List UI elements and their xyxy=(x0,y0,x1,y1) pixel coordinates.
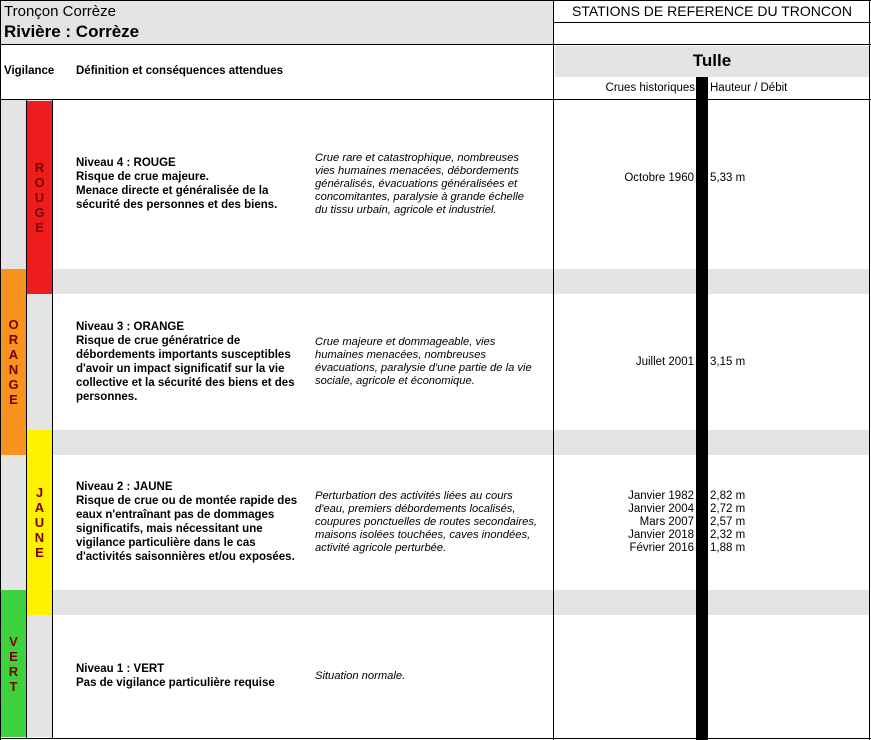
vigilance-bar-jaune xyxy=(27,430,52,615)
border-top xyxy=(0,0,871,1)
vigilance-letter: U xyxy=(34,515,45,530)
consequence-line: vies humaines menacées, débordements xyxy=(315,165,519,177)
troncon-title: Tronçon Corrèze xyxy=(4,3,116,20)
level-3-consequences xyxy=(315,336,553,388)
crue-date: Janvier 1982 xyxy=(628,490,694,502)
crue-date: Janvier 2018 xyxy=(628,529,694,541)
crue-value: 2,57 m xyxy=(710,516,746,528)
border-vigilance-mid xyxy=(26,99,27,739)
level-title: Niveau 2 : JAUNE xyxy=(76,481,173,493)
level-3-crues xyxy=(556,356,694,369)
vigilance-letter: T xyxy=(9,678,18,694)
crue-date: Octobre 1960 xyxy=(624,172,694,184)
consequence-line: humaines menacées, nombreuses xyxy=(315,349,487,361)
border-stations xyxy=(553,0,554,740)
definition-line: Risque de crue génératrice de xyxy=(76,335,241,347)
hauteur-column-header: Hauteur / Débit xyxy=(710,82,788,94)
level-title: Niveau 3 : ORANGE xyxy=(76,321,184,333)
consequence-line: sociale, agricole et économique. xyxy=(315,375,475,387)
crue-date: Mars 2007 xyxy=(639,516,694,528)
definition-line: eaux n'entraînant pas de dommages xyxy=(76,509,275,521)
consequence-line: Perturbation des activités liées au cours xyxy=(315,490,513,502)
consequence-line: évacuations, paralysie d'une partie de la vie xyxy=(315,362,532,374)
vigilance-letter: O xyxy=(8,317,19,332)
consequence-line: du tissu urbain, agricole et industriel. xyxy=(315,204,497,216)
vigilance-letter: R xyxy=(8,663,19,679)
definition-line: personnes. xyxy=(76,391,138,403)
level-3-values xyxy=(710,356,810,369)
vigilance-letter: N xyxy=(34,530,45,545)
level-title: Niveau 4 : ROUGE xyxy=(76,157,176,169)
level-1-consequences xyxy=(315,670,553,683)
definition-line: significatifs, mais nécessitant une xyxy=(76,523,263,535)
separator-band-1 xyxy=(53,269,869,294)
consequence-line: coupures ponctuelles de routes secondaires, xyxy=(315,516,538,528)
stations-title: STATIONS DE REFERENCE DU TRONCON xyxy=(571,3,853,19)
level-4-consequences xyxy=(315,152,553,217)
consequence-line: Crue rare et catastrophique, nombreuses xyxy=(315,152,519,164)
definition-line: d'avoir un impact significatif sur la vie xyxy=(76,363,285,375)
consequence-line: maisons isolées touchées, caves inondées, xyxy=(315,529,531,541)
vigilance-letter: J xyxy=(35,485,44,500)
definition-line: débordements importants susceptibles xyxy=(76,349,291,361)
level-2-definition xyxy=(76,480,308,564)
definition-column-header: Définition et conséquences attendues xyxy=(76,65,284,77)
border-bottom xyxy=(0,738,871,739)
separator-band-3 xyxy=(53,590,869,615)
crue-value: 1,88 m xyxy=(710,542,746,554)
border-right xyxy=(869,0,870,740)
border-left xyxy=(0,0,1,740)
vigilance-letter: R xyxy=(8,332,19,347)
level-4-values xyxy=(710,172,810,185)
definition-line: d'activités saisonnières et/ou exposées. xyxy=(76,551,295,563)
level-4-crues xyxy=(556,172,694,185)
riviere-title: Rivière : Corrèze xyxy=(4,22,140,41)
vigilance-letter: U xyxy=(34,190,45,205)
vigilance-letter: O xyxy=(34,175,45,190)
crue-value: 2,32 m xyxy=(710,529,746,541)
consequence-line: concomitantes, paralysie à grande échelle xyxy=(315,191,524,203)
vigilance-letter: E xyxy=(35,545,44,560)
border-stations-title xyxy=(553,22,871,23)
border-vigilance xyxy=(52,99,53,739)
border-columns xyxy=(0,99,871,100)
level-3-definition xyxy=(76,320,308,404)
definition-line: Pas de vigilance particulière requise xyxy=(76,677,275,689)
vigilance-letter: G xyxy=(34,205,45,220)
definition-line: Risque de crue ou de montée rapide des xyxy=(76,495,298,507)
crues-column-header: Crues historiques xyxy=(605,82,695,94)
vigilance-bar-orange xyxy=(1,269,26,455)
crue-date: Juillet 2001 xyxy=(635,356,694,368)
station-name: Tulle xyxy=(692,51,732,70)
vigilance-letter: G xyxy=(8,377,19,392)
vigilance-letter: V xyxy=(9,633,18,649)
crue-value: 2,82 m xyxy=(710,490,746,502)
border-header xyxy=(0,44,871,45)
vigilance-letter: E xyxy=(35,220,44,235)
vigilance-letter: N xyxy=(8,362,19,377)
level-2-crues xyxy=(556,490,694,555)
vigilance-bar-rouge xyxy=(27,101,52,294)
vigilance-letter: A xyxy=(34,500,45,515)
level-1-definition xyxy=(76,662,308,690)
station-divider-bar xyxy=(696,77,708,740)
definition-line: sécurité des personnes et des biens. xyxy=(76,199,278,211)
vigilance-letter: A xyxy=(8,347,19,362)
vigilance-letter: E xyxy=(9,392,18,407)
level-2-consequences xyxy=(315,490,553,555)
definition-line: Risque de crue majeure. xyxy=(76,171,209,183)
consequence-line: Situation normale. xyxy=(315,670,406,682)
vigilance-bar-vert xyxy=(1,590,26,737)
crue-date: Janvier 2004 xyxy=(628,503,694,515)
level-2-values xyxy=(710,490,810,555)
level-title: Niveau 1 : VERT xyxy=(76,663,165,675)
level-4-definition xyxy=(76,156,306,212)
separator-band-2 xyxy=(53,430,869,455)
crue-date: Février 2016 xyxy=(629,542,694,554)
consequence-line: d'eau, premiers débordements localisés, xyxy=(315,503,516,515)
crue-value: 5,33 m xyxy=(710,172,746,184)
definition-line: Menace directe et généralisée de la xyxy=(76,185,269,197)
consequence-line: Crue majeure et dommageable, vies xyxy=(315,336,496,348)
vigilance-letter: R xyxy=(34,160,45,175)
vigilance-column-header: Vigilance xyxy=(4,65,55,77)
vigilance-letter: E xyxy=(9,648,18,664)
crue-value: 2,72 m xyxy=(710,503,746,515)
consequence-line: généralisés, évacuations généralisées et xyxy=(315,178,518,190)
definition-line: vigilance particulière dans le cas xyxy=(76,537,256,549)
definition-line: collective et la sécurité des biens et des xyxy=(76,377,295,389)
consequence-line: activité agricole perturbée. xyxy=(315,542,447,554)
crue-value: 3,15 m xyxy=(710,356,746,368)
